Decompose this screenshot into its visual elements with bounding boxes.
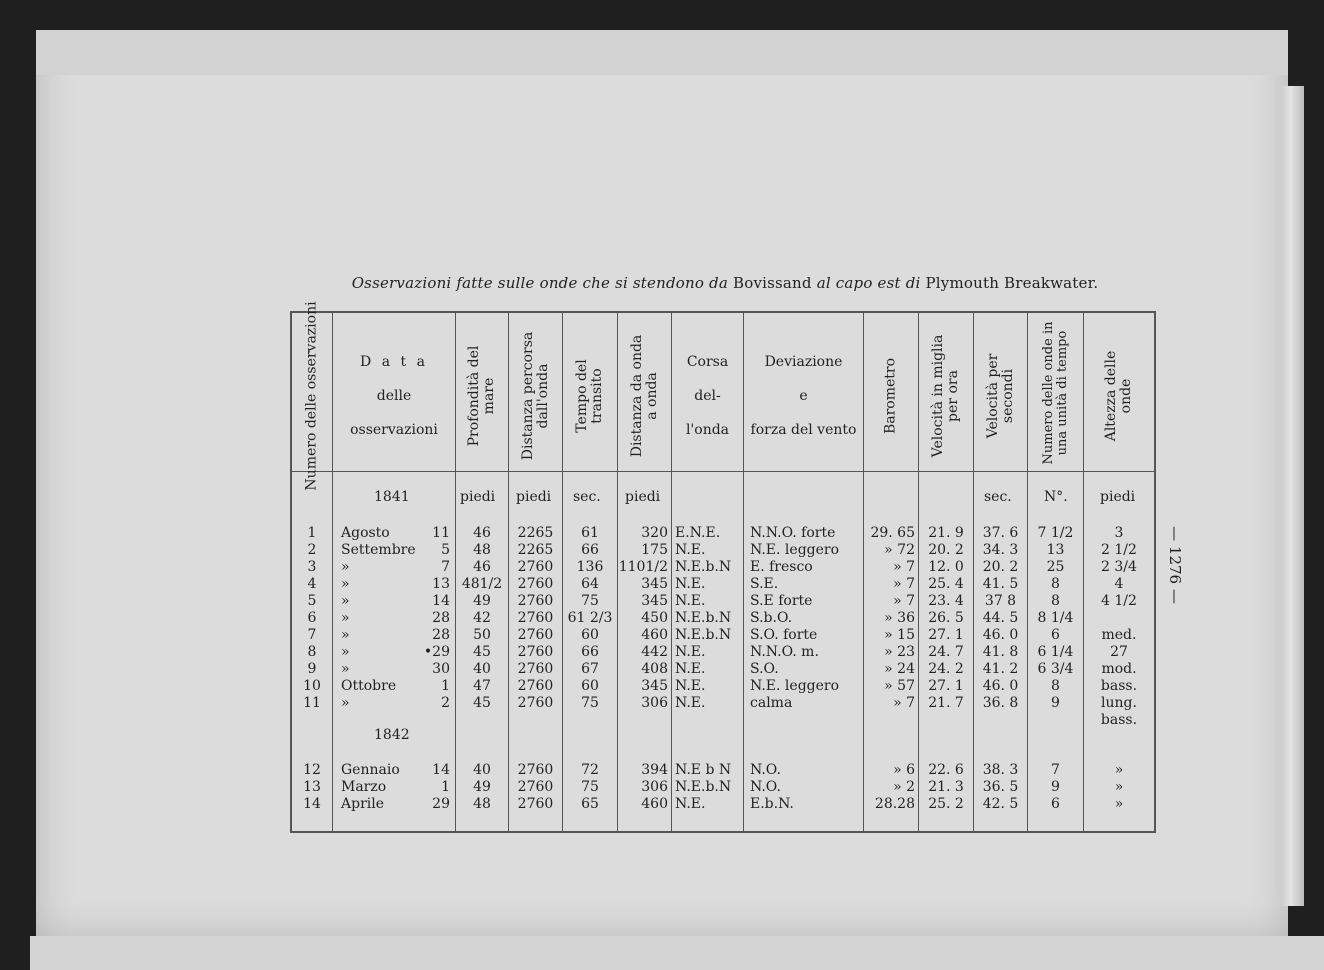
cell-prof: 40 [473,762,491,778]
cell-tempo: 66 [581,644,599,660]
table-row [292,542,1154,559]
cell-baro: » 6 [893,762,915,778]
cell-tempo: 64 [581,576,599,592]
cell-dist: 2760 [517,762,554,778]
table-row [292,779,1154,796]
cell-vmig: 25. 4 [928,576,964,592]
table-row [292,644,1154,661]
header-velocita-secondi-text: Velocità per secondi [984,353,1016,439]
cell-alt: » [1114,779,1124,795]
cell-vento: N.E. leggero [750,678,840,694]
cell-alt: » [1114,762,1124,778]
cell-vmig: 24. 2 [928,661,964,677]
table-row [292,678,1154,695]
header-tempo-text: Tempo del transito [574,359,605,433]
cell-corsa: N.E b N [675,762,732,778]
cell-alt: 27 [1110,644,1128,660]
page-top-strip [36,30,1288,75]
cell-corsa: N.E. [675,678,706,694]
header-data-line2: delle [376,388,412,404]
cell-prof: 42 [473,610,491,626]
cell-tempo: 60 [581,678,599,694]
cell-prof: 50 [473,627,491,643]
cell-prof: 481/2 [461,576,503,592]
cell-alt: 2 3/4 [1101,559,1137,575]
cell-onda: 1101/2 [618,559,668,575]
cell-baro: » 23 [884,644,915,660]
cell-vento: N.O. [750,762,781,778]
table-row [292,593,1154,610]
cell-onda: 450 [641,610,668,626]
header-numero-onde [1028,315,1083,471]
cell-giorno: 14 [432,762,450,778]
cell-dist: 2760 [517,627,554,643]
header-rule [292,471,1154,472]
year-1842: 1842 [374,727,410,743]
cell-alt: lung. [1101,695,1137,711]
cell-vento: calma [750,695,793,711]
cell-vsec: 41. 2 [982,661,1019,677]
cell-vsec: 36. 5 [982,779,1019,795]
unit-distanza-onda: piedi [625,489,661,505]
header-barometro-text: Barometro [882,357,899,435]
header-corsa [672,321,743,471]
cell-dist: 2760 [517,779,554,795]
caption-italic-part-2: al capo est di [816,274,921,292]
cell-tempo: 61 2/3 [567,610,613,626]
cell-baro: » 2 [893,779,915,795]
table-row [292,695,1154,712]
header-numero-text: Numero delle osservazioni [303,301,320,491]
cell-corsa: N.E. [675,644,706,660]
cell-vento: S.E. [750,576,779,592]
cell-corsa: N.E. [675,695,706,711]
table-row [292,661,1154,678]
cell-tempo: 65 [581,796,599,812]
cell-baro: » 7 [893,695,915,711]
cell-dist: 2760 [517,559,554,575]
cell-corsa: N.E. [675,576,706,592]
cell-tempo: 75 [581,779,599,795]
cell-vsec: 34. 3 [982,542,1019,558]
cell-prof: 48 [473,542,491,558]
cell-onda: 345 [641,593,668,609]
cell-mese: » [341,661,350,677]
table-row [292,627,1154,644]
cell-baro: » 24 [884,661,915,677]
cell-n: 5 [307,593,317,609]
cell-baro: » 72 [884,542,915,558]
cell-giorno: 30 [432,661,450,677]
cell-giorno: 7 [441,559,450,575]
cell-corsa: N.E.b.N [675,559,732,575]
cell-corsa: N.E. [675,796,706,812]
cell-dist: 2265 [517,525,554,541]
caption-place-1: Bovissand [732,274,812,292]
cell-giorno: 11 [432,525,450,541]
cell-n: 11 [303,695,321,711]
cell-corsa: N.E.b.N [675,627,732,643]
cell-mese: » [341,610,350,626]
cell-alt: bass. [1100,678,1138,694]
cell-giorno: 13 [432,576,450,592]
cell-prof: 47 [473,678,491,694]
cell-prof: 45 [473,644,491,660]
header-profondita-text: Profondità del mare [466,345,497,447]
cell-alt: 4 [1114,576,1124,592]
caption-place-2: Plymouth Breakwater. [925,274,1099,292]
cell-dist: 2760 [517,610,554,626]
cell-vmig: 21. 3 [928,779,964,795]
cell-baro: » 7 [893,576,915,592]
table-row [292,610,1154,627]
cell-n: 12 [303,762,321,778]
cell-numonde: 6 [1051,796,1060,812]
cell-baro: 28.28 [874,796,915,812]
cell-dist: 2760 [517,796,554,812]
unit-distanza-percorsa: piedi [516,489,552,505]
cell-alt: med. [1101,627,1137,643]
header-corsa-line2: del- [694,388,721,404]
cell-vsec: 41. 5 [982,576,1019,592]
cell-n: 7 [307,627,317,643]
header-data-line1: D a t a [360,354,428,370]
cell-numonde: 13 [1046,542,1065,558]
cell-numonde: 6 [1051,627,1060,643]
cell-numonde: 6 1/4 [1037,644,1074,660]
cell-vsec: 46. 0 [982,678,1019,694]
cell-tempo: 61 [581,525,599,541]
cell-mese: » [341,644,350,660]
observations-table [290,301,1156,833]
cell-onda: 394 [641,762,668,778]
cell-vento: E. fresco [750,559,813,575]
header-tempo [563,321,617,471]
unit-profondita: piedi [460,489,496,505]
unit-tempo: sec. [573,489,601,505]
page-number [1165,515,1185,615]
page-edge-right [1282,86,1304,906]
cell-vento: N.E. leggero [750,542,840,558]
cell-alt: » [1114,796,1124,812]
cell-corsa: N.E. [675,661,706,677]
cell-numonde: 6 3/4 [1037,661,1074,677]
header-distanza-percorsa [509,321,562,471]
header-deviazione-line3: forza del vento [750,422,857,438]
cell-n: 1 [307,525,317,541]
table-row [292,762,1154,779]
cell-n: 13 [303,779,321,795]
header-deviazione [744,321,863,471]
table-row [292,796,1154,813]
cell-vento: E.b.N. [750,796,794,812]
header-altezza-text: Altezza delle onde [1103,350,1134,442]
page-bottom-edge [30,936,1324,970]
cell-prof: 49 [473,593,491,609]
cell-onda: 408 [641,661,668,677]
cell-alt: 4 1/2 [1101,593,1137,609]
cell-numonde: 8 [1051,593,1060,609]
cell-alt: bass. [1100,712,1138,728]
table-row [292,559,1154,576]
header-profondita [456,321,508,471]
header-numero [292,301,332,491]
cell-giorno: 29 [432,796,450,812]
cell-vmig: 20. 2 [928,542,964,558]
header-numero-onde-text: Numero delle onde in una unità di tempo [1040,321,1070,465]
cell-dist: 2265 [517,542,554,558]
cell-vmig: 26. 5 [928,610,964,626]
cell-n: 10 [303,678,321,694]
cell-baro: » 57 [884,678,915,694]
cell-onda: 320 [641,525,668,541]
cell-mese: Aprile [341,796,385,812]
cell-giorno: 28 [432,627,450,643]
unit-numero-onde: N°. [1044,489,1068,505]
cell-vsec: 37. 6 [982,525,1019,541]
cell-n: 14 [303,796,321,812]
cell-n: 3 [307,559,317,575]
cell-dist: 2760 [517,576,554,592]
cell-vsec: 44. 5 [982,610,1019,626]
cell-mese: Gennaio [341,762,400,778]
cell-baro: 29. 65 [870,525,915,541]
cell-vsec: 41. 8 [982,644,1019,660]
cell-corsa: N.E. [675,542,706,558]
cell-dist: 2760 [517,678,554,694]
cell-onda: 345 [641,678,668,694]
cell-vento: N.N.O. forte [750,525,836,541]
cell-prof: 46 [473,559,491,575]
cell-baro: » 15 [884,627,915,643]
page-number-text: — 1276 — [1166,526,1184,604]
cell-vmig: 12. 0 [928,559,964,575]
header-corsa-line1: Corsa [686,354,729,370]
cell-numonde: 9 [1051,779,1060,795]
cell-giorno: 1 [441,678,450,694]
cell-giorno: 28 [432,610,450,626]
cell-corsa: N.E.b.N [675,610,732,626]
header-velocita-miglia [919,321,973,471]
cell-giorno: •29 [423,644,450,660]
header-distanza-onda-text: Distanza da onda a onda [628,334,660,458]
cell-mese: Ottobre [341,678,397,694]
cell-dist: 2760 [517,644,554,660]
cell-giorno: 1 [441,779,450,795]
cell-vento: N.O. [750,779,781,795]
cell-numonde: 9 [1051,695,1060,711]
header-deviazione-line2: e [799,388,808,404]
cell-dist: 2760 [517,695,554,711]
header-barometro [864,321,918,471]
cell-vmig: 21. 9 [928,525,964,541]
cell-tempo: 75 [581,593,599,609]
cell-numonde: 8 [1051,576,1060,592]
cell-onda: 460 [641,796,668,812]
cell-n: 6 [307,610,317,626]
cell-n: 4 [307,576,317,592]
cell-numonde: 8 [1051,678,1060,694]
header-deviazione-line1: Deviazione [764,354,843,370]
cell-tempo: 75 [581,695,599,711]
cell-vsec: 42. 5 [982,796,1019,812]
cell-giorno: 5 [441,542,450,558]
unit-altezza: piedi [1100,489,1136,505]
cell-vmig: 27. 1 [928,627,964,643]
cell-vsec: 37 8 [984,593,1017,609]
cell-giorno: 14 [432,593,450,609]
cell-n: 2 [307,542,317,558]
cell-alt: 3 [1114,525,1124,541]
cell-corsa: N.E.b.N [675,779,732,795]
cell-mese: Marzo [341,779,387,795]
cell-mese: » [341,695,350,711]
header-data [333,321,455,471]
cell-onda: 175 [641,542,668,558]
cell-prof: 46 [473,525,491,541]
header-velocita-miglia-text: Velocità in miglia per ora [930,334,961,458]
table-row [292,576,1154,593]
cell-tempo: 67 [581,661,599,677]
table-caption [290,274,1160,292]
cell-prof: 40 [473,661,491,677]
header-data-line3: osservazioni [350,422,438,438]
cell-vento: S.O. forte [750,627,818,643]
cell-baro: » 7 [893,593,915,609]
cell-mese: Settembre [341,542,416,558]
cell-corsa: E.N.E. [675,525,721,541]
cell-numonde: 7 1/2 [1037,525,1074,541]
cell-alt: mod. [1101,661,1137,677]
table-row [292,525,1154,542]
cell-vmig: 27. 1 [928,678,964,694]
cell-vento: S.E forte [750,593,813,609]
cell-vmig: 24. 7 [928,644,964,660]
header-distanza-onda [618,321,671,471]
cell-dist: 2760 [517,661,554,677]
cell-numonde: 7 [1051,762,1060,778]
cell-n: 8 [307,644,317,660]
cell-tempo: 60 [581,627,599,643]
cell-vento: S.b.O. [750,610,793,626]
year-1841: 1841 [374,489,410,505]
cell-vmig: 22. 6 [928,762,964,778]
cell-onda: 460 [641,627,668,643]
cell-mese: » [341,576,350,592]
cell-vmig: 25. 2 [928,796,964,812]
header-corsa-line3: l'onda [685,422,730,438]
header-altezza [1084,321,1154,471]
cell-n: 9 [307,661,317,677]
cell-prof: 48 [473,796,491,812]
cell-vento: N.N.O. m. [750,644,819,660]
cell-vmig: 21. 7 [928,695,964,711]
header-distanza-percorsa-text: Distanza percorsa dall'onda [519,331,551,461]
cell-mese: » [341,593,350,609]
cell-mese: Agosto [341,525,390,541]
cell-prof: 45 [473,695,491,711]
cell-vmig: 23. 4 [928,593,964,609]
cell-tempo: 72 [581,762,599,778]
cell-vsec: 36. 8 [982,695,1019,711]
table-row [292,712,1154,729]
unit-velocita-secondi: sec. [984,489,1012,505]
cell-giorno: 2 [441,695,450,711]
cell-dist: 2760 [517,593,554,609]
cell-mese: » [341,559,350,575]
cell-vento: S.O. [750,661,779,677]
caption-italic-part: Osservazioni fatte sulle onde che si stendono da [351,274,729,292]
cell-alt: 2 1/2 [1101,542,1137,558]
cell-corsa: N.E. [675,593,706,609]
cell-vsec: 20. 2 [982,559,1019,575]
cell-prof: 49 [473,779,491,795]
cell-onda: 345 [641,576,668,592]
header-velocita-secondi [974,321,1027,471]
cell-numonde: 8 1/4 [1037,610,1074,626]
cell-tempo: 136 [576,559,604,575]
cell-tempo: 66 [581,542,599,558]
cell-onda: 442 [641,644,668,660]
cell-onda: 306 [641,779,668,795]
cell-onda: 306 [641,695,668,711]
cell-baro: » 36 [884,610,915,626]
cell-numonde: 25 [1046,559,1065,575]
cell-vsec: 46. 0 [982,627,1019,643]
cell-mese: » [341,627,350,643]
cell-vsec: 38. 3 [982,762,1019,778]
cell-baro: » 7 [893,559,915,575]
